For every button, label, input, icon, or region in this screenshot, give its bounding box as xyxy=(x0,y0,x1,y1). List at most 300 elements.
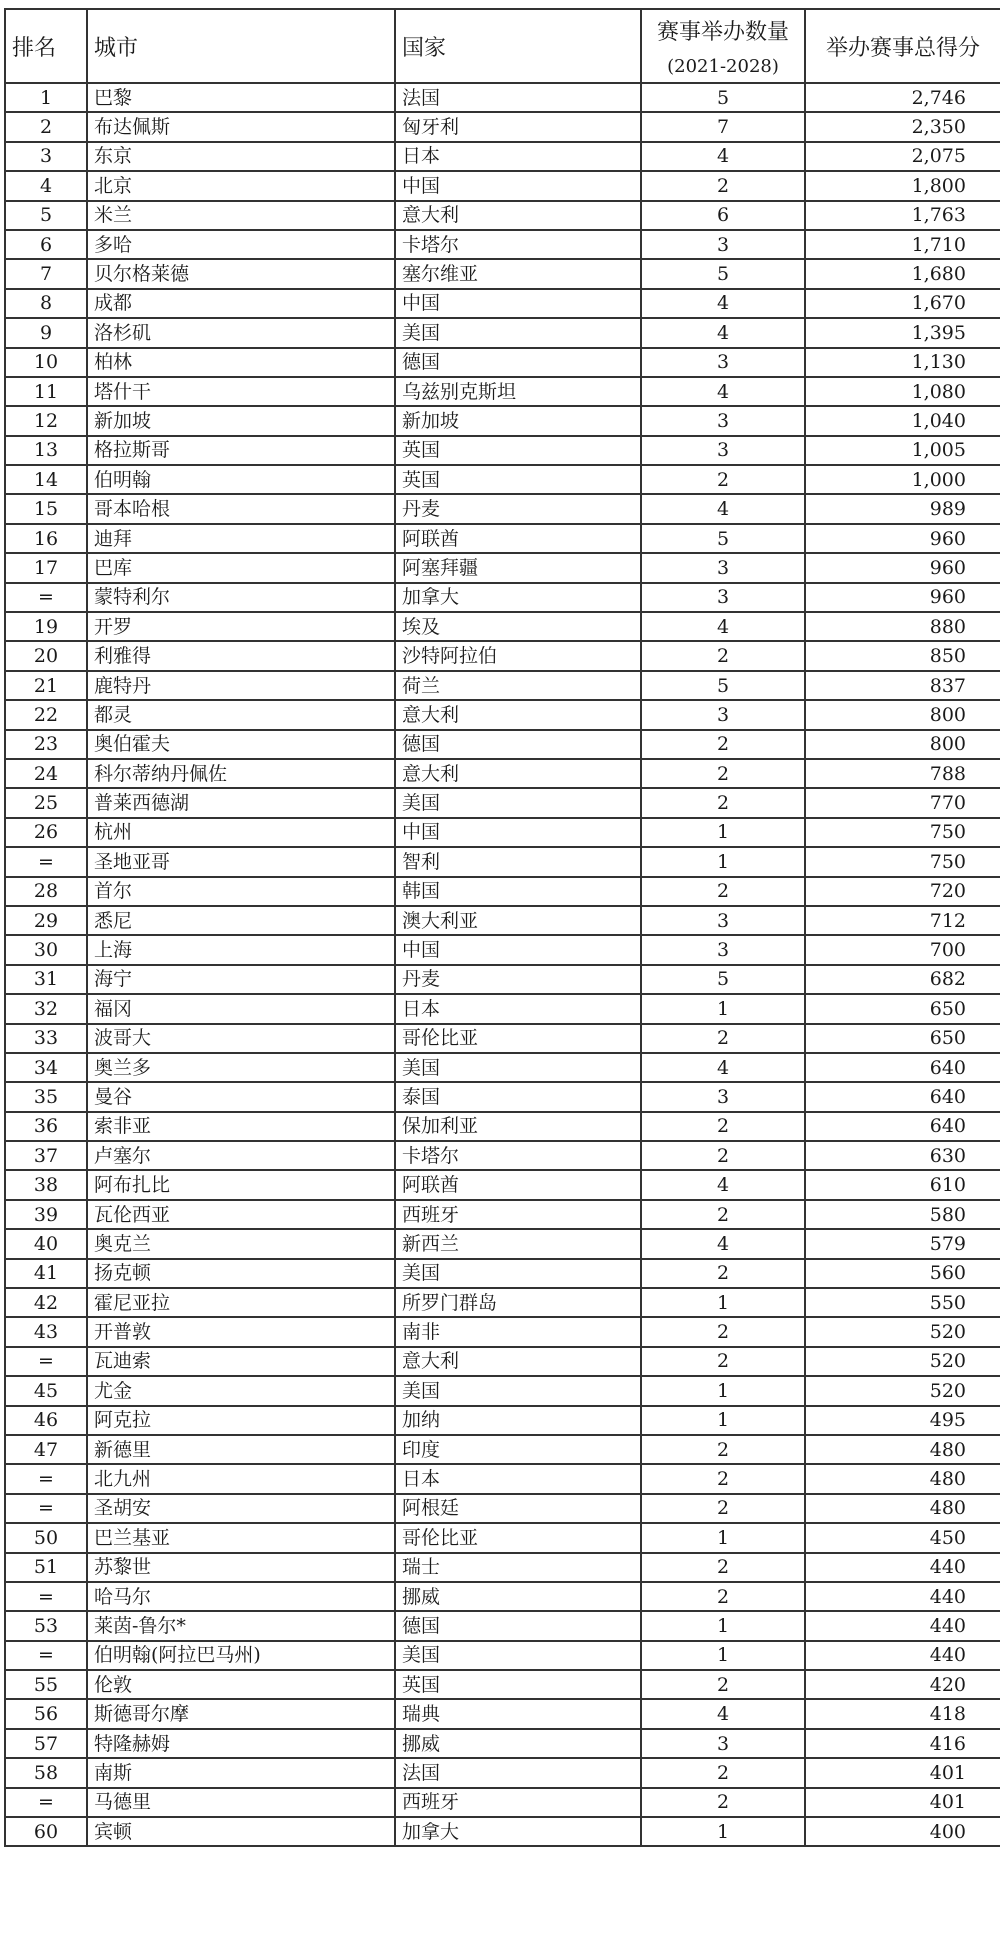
events-count-cell: 2 xyxy=(641,1141,805,1170)
rank-cell: 42 xyxy=(5,1288,87,1317)
rank-cell: 28 xyxy=(5,877,87,906)
city-cell: 利雅得 xyxy=(87,641,395,670)
table-row xyxy=(5,1347,1000,1376)
total-score-cell: 401 xyxy=(805,1788,1000,1817)
rank-cell: 3 xyxy=(5,142,87,171)
rank-cell: 53 xyxy=(5,1611,87,1640)
country-cell: 美国 xyxy=(395,1641,641,1670)
total-score-cell: 440 xyxy=(805,1641,1000,1670)
events-count-cell: 4 xyxy=(641,142,805,171)
total-score-cell: 1,040 xyxy=(805,406,1000,435)
rank-cell: 15 xyxy=(5,494,87,523)
country-cell: 中国 xyxy=(395,289,641,318)
city-cell: 奥克兰 xyxy=(87,1229,395,1258)
city-cell: 柏林 xyxy=(87,348,395,377)
total-score-cell: 440 xyxy=(805,1582,1000,1611)
table-row xyxy=(5,1729,1000,1758)
country-cell: 挪威 xyxy=(395,1729,641,1758)
city-cell: 科尔蒂纳丹佩佐 xyxy=(87,759,395,788)
table-row xyxy=(5,1435,1000,1464)
rank-cell: 5 xyxy=(5,201,87,230)
table-body xyxy=(5,83,1000,1846)
rank-cell: 51 xyxy=(5,1553,87,1582)
country-cell: 瑞士 xyxy=(395,1553,641,1582)
rank-cell: 13 xyxy=(5,436,87,465)
table-row xyxy=(5,524,1000,553)
rank-cell: 20 xyxy=(5,641,87,670)
events-count-cell: 2 xyxy=(641,877,805,906)
events-count-cell: 2 xyxy=(641,1200,805,1229)
table-row xyxy=(5,1259,1000,1288)
events-count-cell: 3 xyxy=(641,348,805,377)
rank-cell: 55 xyxy=(5,1670,87,1699)
country-cell: 英国 xyxy=(395,465,641,494)
rank-cell: 45 xyxy=(5,1376,87,1405)
events-count-cell: 4 xyxy=(641,1053,805,1082)
country-cell: 荷兰 xyxy=(395,671,641,700)
total-score-cell: 650 xyxy=(805,1024,1000,1053)
total-score-cell: 640 xyxy=(805,1053,1000,1082)
table-row xyxy=(5,1817,1000,1846)
country-cell: 阿联酋 xyxy=(395,524,641,553)
city-cell: 马德里 xyxy=(87,1788,395,1817)
events-count-cell: 3 xyxy=(641,1082,805,1111)
rank-cell: 25 xyxy=(5,788,87,817)
country-cell: 挪威 xyxy=(395,1582,641,1611)
country-cell: 美国 xyxy=(395,1376,641,1405)
country-cell: 日本 xyxy=(395,994,641,1023)
header-city: 城市 xyxy=(87,9,395,83)
city-cell: 悉尼 xyxy=(87,906,395,935)
total-score-cell: 610 xyxy=(805,1170,1000,1199)
table-row xyxy=(5,171,1000,200)
events-count-cell: 2 xyxy=(641,1435,805,1464)
country-cell: 美国 xyxy=(395,1053,641,1082)
total-score-cell: 712 xyxy=(805,906,1000,935)
table-row xyxy=(5,1141,1000,1170)
city-cell: 特隆赫姆 xyxy=(87,1729,395,1758)
city-cell: 阿克拉 xyxy=(87,1406,395,1435)
total-score-cell: 1,710 xyxy=(805,230,1000,259)
rank-cell: 32 xyxy=(5,994,87,1023)
country-cell: 德国 xyxy=(395,1611,641,1640)
rank-cell: 58 xyxy=(5,1758,87,1787)
events-count-cell: 2 xyxy=(641,1259,805,1288)
country-cell: 泰国 xyxy=(395,1082,641,1111)
rank-cell: 10 xyxy=(5,348,87,377)
table-row xyxy=(5,612,1000,641)
table-row xyxy=(5,348,1000,377)
city-cell: 鹿特丹 xyxy=(87,671,395,700)
rank-cell: 47 xyxy=(5,1435,87,1464)
country-cell: 新西兰 xyxy=(395,1229,641,1258)
city-cell: 海宁 xyxy=(87,965,395,994)
events-count-cell: 2 xyxy=(641,1553,805,1582)
city-cell: 福冈 xyxy=(87,994,395,1023)
table-row xyxy=(5,1464,1000,1493)
country-cell: 卡塔尔 xyxy=(395,230,641,259)
rank-cell: 57 xyxy=(5,1729,87,1758)
rank-cell: 50 xyxy=(5,1523,87,1552)
total-score-cell: 720 xyxy=(805,877,1000,906)
city-cell: 格拉斯哥 xyxy=(87,436,395,465)
city-cell: 巴黎 xyxy=(87,83,395,112)
events-count-cell: 4 xyxy=(641,1229,805,1258)
events-count-cell: 6 xyxy=(641,201,805,230)
city-cell: 蒙特利尔 xyxy=(87,583,395,612)
country-cell: 意大利 xyxy=(395,201,641,230)
events-count-cell: 2 xyxy=(641,1317,805,1346)
table-row xyxy=(5,1112,1000,1141)
country-cell: 韩国 xyxy=(395,877,641,906)
country-cell: 埃及 xyxy=(395,612,641,641)
events-count-cell: 2 xyxy=(641,1582,805,1611)
events-count-cell: 1 xyxy=(641,1376,805,1405)
events-count-cell: 3 xyxy=(641,553,805,582)
rank-cell: = xyxy=(5,1582,87,1611)
events-count-cell: 5 xyxy=(641,524,805,553)
table-row xyxy=(5,1494,1000,1523)
city-cell: 伦敦 xyxy=(87,1670,395,1699)
total-score-cell: 800 xyxy=(805,700,1000,729)
total-score-cell: 2,746 xyxy=(805,83,1000,112)
total-score-cell: 550 xyxy=(805,1288,1000,1317)
country-cell: 南非 xyxy=(395,1317,641,1346)
total-score-cell: 579 xyxy=(805,1229,1000,1258)
table-row xyxy=(5,877,1000,906)
table-row xyxy=(5,1288,1000,1317)
country-cell: 丹麦 xyxy=(395,965,641,994)
country-cell: 匈牙利 xyxy=(395,112,641,141)
total-score-cell: 400 xyxy=(805,1817,1000,1846)
country-cell: 阿塞拜疆 xyxy=(395,553,641,582)
city-cell: 洛杉矶 xyxy=(87,318,395,347)
rank-cell: 23 xyxy=(5,730,87,759)
table-row xyxy=(5,1170,1000,1199)
city-cell: 普莱西德湖 xyxy=(87,788,395,817)
country-cell: 卡塔尔 xyxy=(395,1141,641,1170)
table-row xyxy=(5,671,1000,700)
events-count-cell: 2 xyxy=(641,1464,805,1493)
events-count-cell: 2 xyxy=(641,641,805,670)
rank-cell: 4 xyxy=(5,171,87,200)
table-row xyxy=(5,1582,1000,1611)
events-count-cell: 4 xyxy=(641,1170,805,1199)
events-count-cell: 1 xyxy=(641,1406,805,1435)
table-row xyxy=(5,818,1000,847)
city-cell: 宾顿 xyxy=(87,1817,395,1846)
rank-cell: 19 xyxy=(5,612,87,641)
country-cell: 意大利 xyxy=(395,1347,641,1376)
country-cell: 德国 xyxy=(395,730,641,759)
events-count-cell: 1 xyxy=(641,1523,805,1552)
total-score-cell: 989 xyxy=(805,494,1000,523)
events-count-cell: 3 xyxy=(641,1729,805,1758)
events-count-cell: 2 xyxy=(641,1347,805,1376)
total-score-cell: 800 xyxy=(805,730,1000,759)
city-cell: 波哥大 xyxy=(87,1024,395,1053)
table-row xyxy=(5,289,1000,318)
events-count-cell: 5 xyxy=(641,965,805,994)
country-cell: 智利 xyxy=(395,847,641,876)
total-score-cell: 450 xyxy=(805,1523,1000,1552)
table-row xyxy=(5,583,1000,612)
table-header xyxy=(5,9,1000,83)
rank-cell: 16 xyxy=(5,524,87,553)
events-count-cell: 2 xyxy=(641,1788,805,1817)
rank-cell: 37 xyxy=(5,1141,87,1170)
total-score-cell: 880 xyxy=(805,612,1000,641)
city-cell: 斯德哥尔摩 xyxy=(87,1699,395,1728)
events-count-cell: 5 xyxy=(641,259,805,288)
rank-cell: 40 xyxy=(5,1229,87,1258)
country-cell: 加拿大 xyxy=(395,1817,641,1846)
events-count-cell: 7 xyxy=(641,112,805,141)
city-cell: 圣胡安 xyxy=(87,1494,395,1523)
city-cell: 开普敦 xyxy=(87,1317,395,1346)
city-cell: 哥本哈根 xyxy=(87,494,395,523)
total-score-cell: 2,350 xyxy=(805,112,1000,141)
country-cell: 乌兹别克斯坦 xyxy=(395,377,641,406)
total-score-cell: 480 xyxy=(805,1494,1000,1523)
city-cell: 首尔 xyxy=(87,877,395,906)
country-cell: 阿根廷 xyxy=(395,1494,641,1523)
total-score-cell: 440 xyxy=(805,1611,1000,1640)
rank-cell: 29 xyxy=(5,906,87,935)
country-cell: 法国 xyxy=(395,1758,641,1787)
table-row xyxy=(5,965,1000,994)
city-cell: 莱茵-鲁尔* xyxy=(87,1611,395,1640)
country-cell: 美国 xyxy=(395,788,641,817)
total-score-cell: 700 xyxy=(805,935,1000,964)
rank-cell: 11 xyxy=(5,377,87,406)
city-cell: 奥兰多 xyxy=(87,1053,395,1082)
total-score-cell: 640 xyxy=(805,1082,1000,1111)
table-row xyxy=(5,847,1000,876)
table-row xyxy=(5,1229,1000,1258)
events-count-cell: 4 xyxy=(641,318,805,347)
city-cell: 开罗 xyxy=(87,612,395,641)
events-count-cell: 3 xyxy=(641,583,805,612)
total-score-cell: 1,680 xyxy=(805,259,1000,288)
header-events-period: (2021-2028) xyxy=(667,56,779,77)
city-cell: 卢塞尔 xyxy=(87,1141,395,1170)
total-score-cell: 1,130 xyxy=(805,348,1000,377)
city-cell: 都灵 xyxy=(87,700,395,729)
table-row xyxy=(5,641,1000,670)
total-score-cell: 770 xyxy=(805,788,1000,817)
country-cell: 哥伦比亚 xyxy=(395,1024,641,1053)
table-row xyxy=(5,935,1000,964)
events-count-cell: 2 xyxy=(641,171,805,200)
table-row xyxy=(5,406,1000,435)
events-count-cell: 1 xyxy=(641,994,805,1023)
events-count-cell: 2 xyxy=(641,730,805,759)
country-cell: 美国 xyxy=(395,1259,641,1288)
header-score: 举办赛事总得分 xyxy=(805,9,1000,83)
rank-cell: = xyxy=(5,1788,87,1817)
city-cell: 阿布扎比 xyxy=(87,1170,395,1199)
rank-cell: 26 xyxy=(5,818,87,847)
events-count-cell: 2 xyxy=(641,759,805,788)
total-score-cell: 480 xyxy=(805,1435,1000,1464)
events-count-cell: 2 xyxy=(641,465,805,494)
table-row xyxy=(5,553,1000,582)
total-score-cell: 560 xyxy=(805,1259,1000,1288)
country-cell: 中国 xyxy=(395,171,641,200)
country-cell: 加纳 xyxy=(395,1406,641,1435)
city-cell: 苏黎世 xyxy=(87,1553,395,1582)
events-count-cell: 2 xyxy=(641,1024,805,1053)
total-score-cell: 401 xyxy=(805,1758,1000,1787)
total-score-cell: 788 xyxy=(805,759,1000,788)
country-cell: 阿联酋 xyxy=(395,1170,641,1199)
total-score-cell: 480 xyxy=(805,1464,1000,1493)
total-score-cell: 580 xyxy=(805,1200,1000,1229)
table-row xyxy=(5,1523,1000,1552)
total-score-cell: 2,075 xyxy=(805,142,1000,171)
city-cell: 索非亚 xyxy=(87,1112,395,1141)
events-count-cell: 5 xyxy=(641,83,805,112)
table-row xyxy=(5,465,1000,494)
country-cell: 新加坡 xyxy=(395,406,641,435)
rank-cell: 6 xyxy=(5,230,87,259)
city-cell: 布达佩斯 xyxy=(87,112,395,141)
events-count-cell: 4 xyxy=(641,377,805,406)
rank-cell: 46 xyxy=(5,1406,87,1435)
country-cell: 美国 xyxy=(395,318,641,347)
total-score-cell: 1,395 xyxy=(805,318,1000,347)
events-count-cell: 2 xyxy=(641,1670,805,1699)
country-cell: 日本 xyxy=(395,142,641,171)
city-cell: 北京 xyxy=(87,171,395,200)
events-count-cell: 4 xyxy=(641,612,805,641)
rank-cell: = xyxy=(5,1641,87,1670)
total-score-cell: 1,763 xyxy=(805,201,1000,230)
table-row xyxy=(5,1641,1000,1670)
table-row xyxy=(5,1670,1000,1699)
city-cell: 圣地亚哥 xyxy=(87,847,395,876)
table-row xyxy=(5,259,1000,288)
table-row xyxy=(5,1611,1000,1640)
total-score-cell: 1,670 xyxy=(805,289,1000,318)
table-row xyxy=(5,494,1000,523)
table-row xyxy=(5,201,1000,230)
city-cell: 哈马尔 xyxy=(87,1582,395,1611)
rank-cell: 24 xyxy=(5,759,87,788)
total-score-cell: 418 xyxy=(805,1699,1000,1728)
city-cell: 多哈 xyxy=(87,230,395,259)
table-row xyxy=(5,1024,1000,1053)
table-row xyxy=(5,759,1000,788)
events-count-cell: 1 xyxy=(641,1288,805,1317)
city-cell: 伯明翰 xyxy=(87,465,395,494)
country-cell: 哥伦比亚 xyxy=(395,1523,641,1552)
events-count-cell: 3 xyxy=(641,406,805,435)
city-cell: 塔什干 xyxy=(87,377,395,406)
table-row xyxy=(5,1317,1000,1346)
country-cell: 英国 xyxy=(395,436,641,465)
total-score-cell: 640 xyxy=(805,1112,1000,1141)
city-cell: 奥伯霍夫 xyxy=(87,730,395,759)
table-row xyxy=(5,377,1000,406)
total-score-cell: 960 xyxy=(805,583,1000,612)
table-row xyxy=(5,730,1000,759)
table-row xyxy=(5,1788,1000,1817)
city-cell: 伯明翰(阿拉巴马州) xyxy=(87,1641,395,1670)
country-cell: 英国 xyxy=(395,1670,641,1699)
city-cell: 北九州 xyxy=(87,1464,395,1493)
events-count-cell: 1 xyxy=(641,1641,805,1670)
events-count-cell: 1 xyxy=(641,1817,805,1846)
country-cell: 加拿大 xyxy=(395,583,641,612)
total-score-cell: 960 xyxy=(805,553,1000,582)
events-count-cell: 4 xyxy=(641,494,805,523)
rank-cell: 39 xyxy=(5,1200,87,1229)
table-row xyxy=(5,83,1000,112)
total-score-cell: 1,080 xyxy=(805,377,1000,406)
country-cell: 西班牙 xyxy=(395,1788,641,1817)
total-score-cell: 520 xyxy=(805,1317,1000,1346)
rank-cell: = xyxy=(5,1494,87,1523)
table-row xyxy=(5,788,1000,817)
rank-cell: 12 xyxy=(5,406,87,435)
country-cell: 意大利 xyxy=(395,700,641,729)
events-count-cell: 1 xyxy=(641,818,805,847)
city-cell: 贝尔格莱德 xyxy=(87,259,395,288)
total-score-cell: 420 xyxy=(805,1670,1000,1699)
city-cell: 杭州 xyxy=(87,818,395,847)
table-row xyxy=(5,112,1000,141)
total-score-cell: 520 xyxy=(805,1376,1000,1405)
events-count-cell: 3 xyxy=(641,906,805,935)
rank-cell: 1 xyxy=(5,83,87,112)
table-row xyxy=(5,1553,1000,1582)
rank-cell: 7 xyxy=(5,259,87,288)
rank-cell: 60 xyxy=(5,1817,87,1846)
events-count-cell: 1 xyxy=(641,1611,805,1640)
table-row xyxy=(5,436,1000,465)
city-cell: 霍尼亚拉 xyxy=(87,1288,395,1317)
country-cell: 所罗门群岛 xyxy=(395,1288,641,1317)
total-score-cell: 650 xyxy=(805,994,1000,1023)
city-cell: 迪拜 xyxy=(87,524,395,553)
rank-cell: 35 xyxy=(5,1082,87,1111)
events-count-cell: 1 xyxy=(641,847,805,876)
rank-cell: 33 xyxy=(5,1024,87,1053)
country-cell: 澳大利亚 xyxy=(395,906,641,935)
table-row xyxy=(5,1200,1000,1229)
table-row xyxy=(5,1758,1000,1787)
table-row xyxy=(5,142,1000,171)
city-cell: 东京 xyxy=(87,142,395,171)
events-count-cell: 5 xyxy=(641,671,805,700)
country-cell: 丹麦 xyxy=(395,494,641,523)
total-score-cell: 630 xyxy=(805,1141,1000,1170)
rank-cell: = xyxy=(5,847,87,876)
rank-cell: 36 xyxy=(5,1112,87,1141)
country-cell: 德国 xyxy=(395,348,641,377)
header-rank: 排名 xyxy=(5,9,87,83)
total-score-cell: 520 xyxy=(805,1347,1000,1376)
country-cell: 中国 xyxy=(395,818,641,847)
rank-cell: 31 xyxy=(5,965,87,994)
total-score-cell: 416 xyxy=(805,1729,1000,1758)
rank-cell: 34 xyxy=(5,1053,87,1082)
rank-cell: 21 xyxy=(5,671,87,700)
events-count-cell: 2 xyxy=(641,1494,805,1523)
city-cell: 成都 xyxy=(87,289,395,318)
